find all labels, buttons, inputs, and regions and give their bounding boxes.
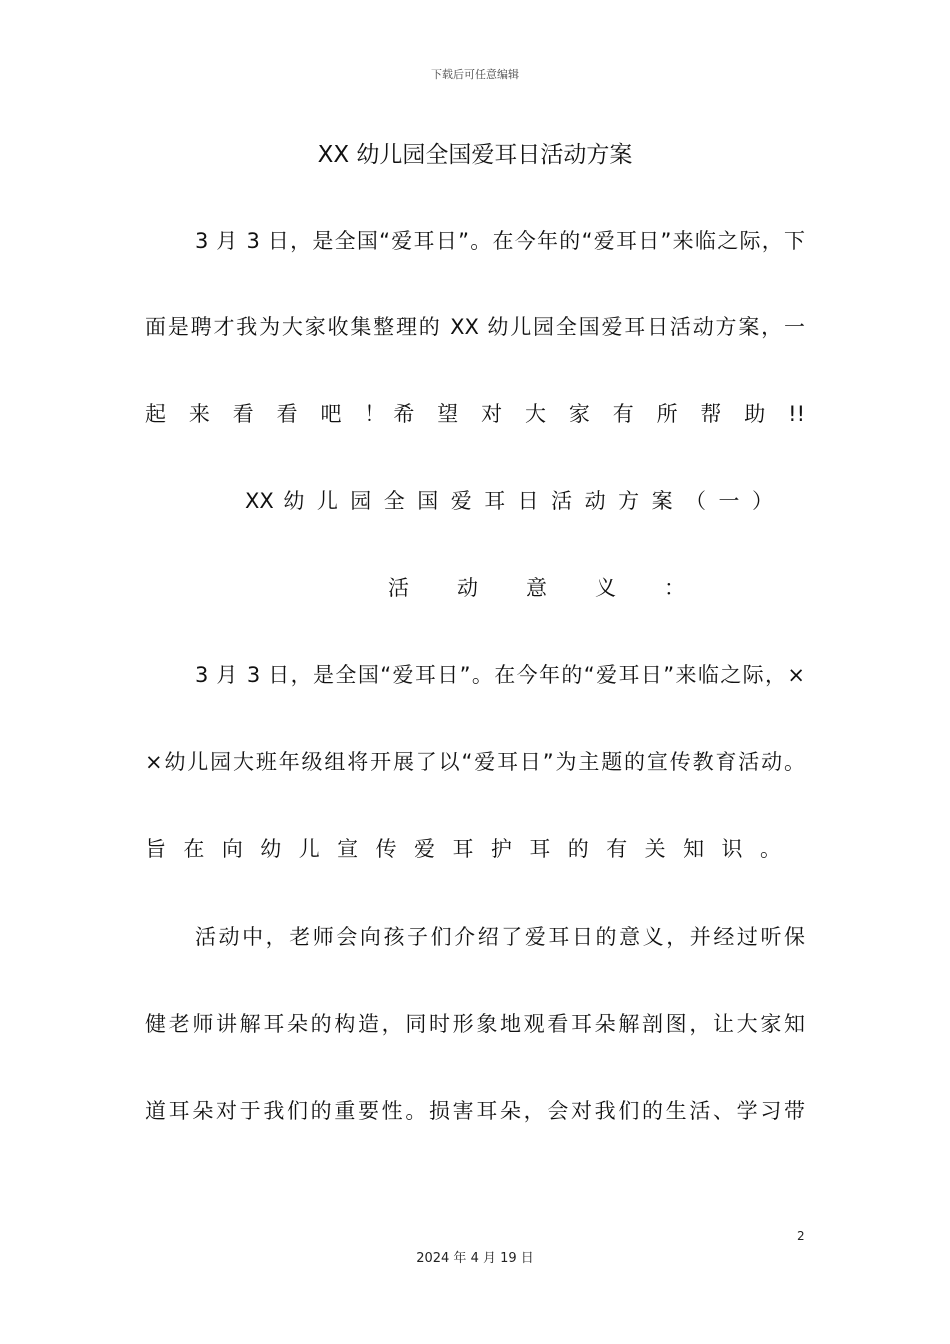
intro-line-1: 3 月 3 日，是全国“爱耳日”。在今年的“爱耳日”来临之际，下: [195, 229, 805, 253]
intro-line-2: 面是聘才我为大家收集整理的 XX 幼儿园全国爱耳日活动方案，一: [145, 315, 805, 339]
para1-line-3: 旨 在 向 幼 儿 宣 传 爱 耳 护 耳 的 有 关 知 识 。: [145, 837, 781, 861]
intro-line-3: 起 来 看 看 吧 ！希 望 对 大 家 有 所 帮 助 !!: [145, 402, 805, 426]
para2-line-3: 道耳朵对于我们的重要性。损害耳朵，会对我们的生活、学习带: [145, 1099, 805, 1123]
para1-line-1: 3 月 3 日，是全国“爱耳日”。在今年的“爱耳日”来临之际，×: [195, 663, 805, 687]
subheading-activity-meaning: 活 动 意 义 ：: [388, 576, 685, 600]
header-note: 下载后可任意编辑: [431, 68, 519, 81]
para2-line-2: 健老师讲解耳朵的构造，同时形象地观看耳朵解剖图，让大家知: [145, 1012, 805, 1036]
document-title: XX 幼儿园全国爱耳日活动方案: [317, 142, 633, 168]
page-number: 2: [797, 1229, 805, 1243]
para2-line-1: 活动中，老师会向孩子们介绍了爱耳日的意义，并经过听保: [195, 925, 805, 949]
footer-date: 2024 年 4 月 19 日: [416, 1251, 534, 1266]
section-heading: XX 幼 儿 园 全 国 爱 耳 日 活 动 方 案 （ 一 ）: [245, 489, 773, 513]
para1-line-2: ×幼儿园大班年级组将开展了以“爱耳日”为主题的宣传教育活动。: [145, 750, 805, 774]
